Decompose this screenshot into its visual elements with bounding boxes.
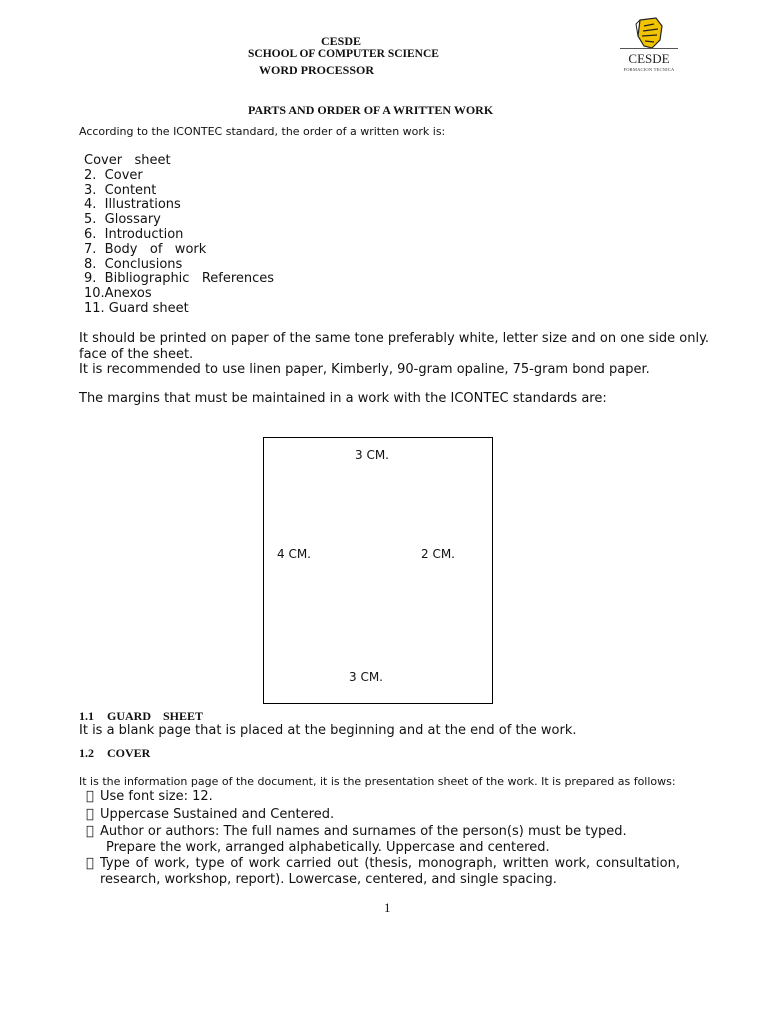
margin-left-label: 4 CM.	[277, 547, 311, 561]
list-item: 6. Introduction	[84, 226, 184, 242]
paper-line: face of the sheet.	[79, 346, 194, 362]
list-item: 10.Anexos	[84, 286, 152, 302]
cesde-logo	[618, 16, 680, 74]
margin-bottom-label: 3 CM.	[349, 670, 383, 684]
list-item: 9. Bibliographic References	[84, 271, 275, 287]
list-item	[86, 789, 680, 805]
cover-bullet-list	[86, 789, 680, 889]
org-name: CESDE	[321, 34, 362, 48]
bullet-icon	[86, 789, 94, 805]
margin-right-label: 2 CM.	[421, 547, 455, 561]
section-number: 1.2	[79, 746, 94, 760]
bullet-icon	[86, 856, 94, 872]
section-number: 1.1	[79, 709, 94, 723]
bullet-icon	[86, 824, 94, 840]
list-item	[86, 807, 680, 823]
logo-divider	[620, 48, 678, 49]
list-item: 4. Illustrations	[84, 197, 181, 213]
cover-text: It is the information page of the document, it is the presentation sheet of the work. It is prepared as follows:	[79, 775, 676, 788]
course-name: WORD PROCESSOR	[259, 63, 375, 77]
bullet-icon	[86, 807, 94, 823]
logo-subtitle: FORMACION TECNICA	[623, 67, 675, 72]
margin-top-label: 3 CM.	[355, 448, 389, 462]
list-item: 5. Glossary	[84, 212, 161, 228]
list-item: 2. Cover	[84, 167, 143, 183]
logo-text: CESDE	[628, 51, 670, 66]
list-item: Cover sheet	[84, 153, 171, 168]
section-heading: COVER	[107, 746, 151, 760]
bullet-text: Type of work, type of work carried out (thesis, monograph, written work, consultation, research, workshop, report). Lowercase, centered, and single spacing.	[100, 856, 680, 887]
paper-line: It is recommended to use linen paper, Kimberly, 90-gram opaline, 75-gram bond paper.	[79, 362, 650, 377]
section-heading: GUARD SHEET	[107, 709, 204, 723]
list-item	[86, 856, 680, 887]
document-title: PARTS AND ORDER OF A WRITTEN WORK	[248, 103, 494, 117]
bullet-continuation: Prepare the work, arranged alphabetically. Uppercase and centered.	[106, 839, 550, 855]
lion-emblem-icon	[618, 16, 680, 50]
list-item: 3. Content	[84, 182, 157, 198]
list-item	[86, 824, 680, 855]
bullet-text: Uppercase Sustained and Centered.	[100, 806, 335, 822]
list-item: 8. Conclusions	[84, 256, 183, 272]
margins-diagram	[263, 437, 493, 704]
bullet-text: Use font size: 12.	[100, 789, 213, 804]
school-name: SCHOOL OF COMPUTER SCIENCE	[248, 48, 439, 60]
list-item: 11. Guard sheet	[84, 300, 189, 316]
margins-intro: The margins that must be maintained in a work with the ICONTEC standards are:	[79, 391, 607, 406]
bullet-text: Author or authors: The full names and surnames of the person(s) must be typed.	[100, 824, 627, 839]
order-list	[84, 154, 274, 317]
paper-paragraph	[79, 331, 710, 378]
guard-sheet-text: It is a blank page that is placed at the beginning and at the end of the work.	[79, 723, 577, 738]
intro-text: According to the ICONTEC standard, the order of a written work is:	[79, 125, 446, 138]
list-item: 7. Body of work	[84, 241, 207, 257]
page-number: 1	[384, 900, 391, 915]
paper-line: It should be printed on paper of the same tone preferably white, letter size and on one side only.	[79, 331, 710, 346]
